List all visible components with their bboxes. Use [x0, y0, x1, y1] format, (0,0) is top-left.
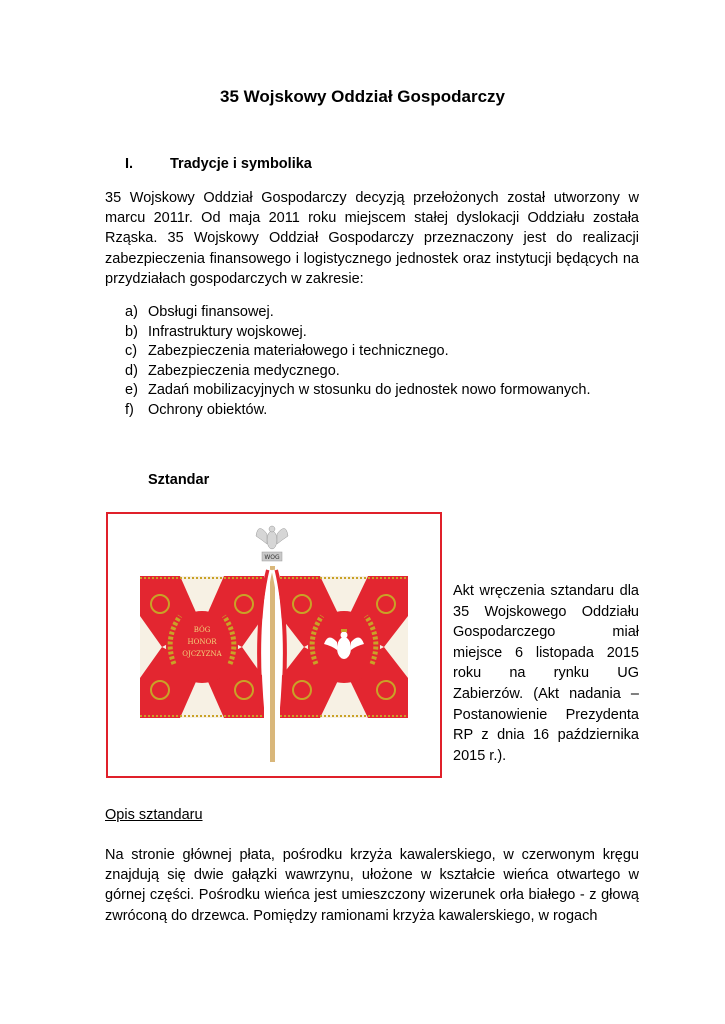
- list-marker: b): [125, 323, 138, 340]
- list-item: [125, 303, 590, 323]
- list-item: [125, 323, 590, 343]
- list-item-text: Zabezpieczenia medycznego.: [148, 362, 340, 379]
- list-item-text: Ochrony obiektów.: [148, 401, 268, 418]
- flag-motto-line2: HONOR: [187, 638, 217, 646]
- sztandar-heading: Sztandar: [148, 472, 210, 488]
- flag-motto-line1: BÓG: [193, 626, 211, 634]
- opis-heading: Opis sztandaru: [105, 807, 203, 823]
- list-item-text: Zadań mobilizacyjnych w stosunku do jednostek nowo formowanych.: [148, 382, 591, 399]
- list-marker: e): [125, 382, 138, 399]
- flag-motto-line3: OJCZYZNA: [182, 650, 222, 658]
- list-marker: d): [125, 362, 138, 379]
- list-item: [125, 342, 590, 362]
- finial-label: WOG: [264, 554, 280, 561]
- list-item-text: Obsługi finansowej.: [148, 304, 274, 320]
- flag-reverse: [280, 576, 408, 718]
- list-item: [125, 362, 590, 382]
- list-item: [125, 381, 590, 401]
- flag-obverse: [140, 576, 264, 718]
- sztandar-caption: Akt wręczenia sztandaru dla 35 Wojskowego Oddziału Gospodarczego miał miejsce 6 listopada 2015 roku na rynku UG Zabierzów. (Akt nadania – Postanowienie Prezydenta RP z dnia 16 października 2015 r.).: [453, 583, 639, 764]
- eagle-finial-icon: [256, 526, 288, 549]
- list-marker: f): [125, 401, 134, 418]
- flag-illustration: [108, 514, 440, 776]
- section-title: Tradycje i symbolika: [170, 156, 312, 172]
- flag-pole: [256, 526, 288, 762]
- tasks-list: [125, 303, 590, 421]
- opis-paragraph: Na stronie głównej płata, pośrodku krzyża kawalerskiego, w czerwonym kręgu znajdują się dwie gałązki wawrzynu, ułożone w kształcie wieńca otwartego w górnej części. Pośrodku wieńca jest umieszczony wizerunek orła białego - z głową zwróconą do drzewca. Pomiędzy ramionami krzyża kawalerskiego, w rogach: [105, 847, 639, 924]
- flag-image: [106, 512, 442, 778]
- section-number: I.: [125, 156, 134, 172]
- document-title: 35 Wojskowy Oddział Gospodarczy: [220, 87, 505, 106]
- list-item: [125, 401, 590, 421]
- list-item-text: Infrastruktury wojskowej.: [148, 323, 307, 340]
- list-marker: c): [125, 343, 138, 360]
- intro-paragraph: 35 Wojskowy Oddział Gospodarczy decyzją przełożonych został utworzony w marcu 2011r. Od maja 2011 roku miejscem stałej dyslokacji Oddziału została Rząska. 35 Wojskowy Oddział Gospodarczy przeznaczony jest do realizacji zabezpieczenia finansowego i logistycznego jednostek oraz instytucji będących na przydziałach gospodarczych w zakresie:: [105, 190, 639, 287]
- list-item-text: Zabezpieczenia materiałowego i technicznego.: [148, 343, 449, 360]
- list-marker: a): [125, 304, 138, 320]
